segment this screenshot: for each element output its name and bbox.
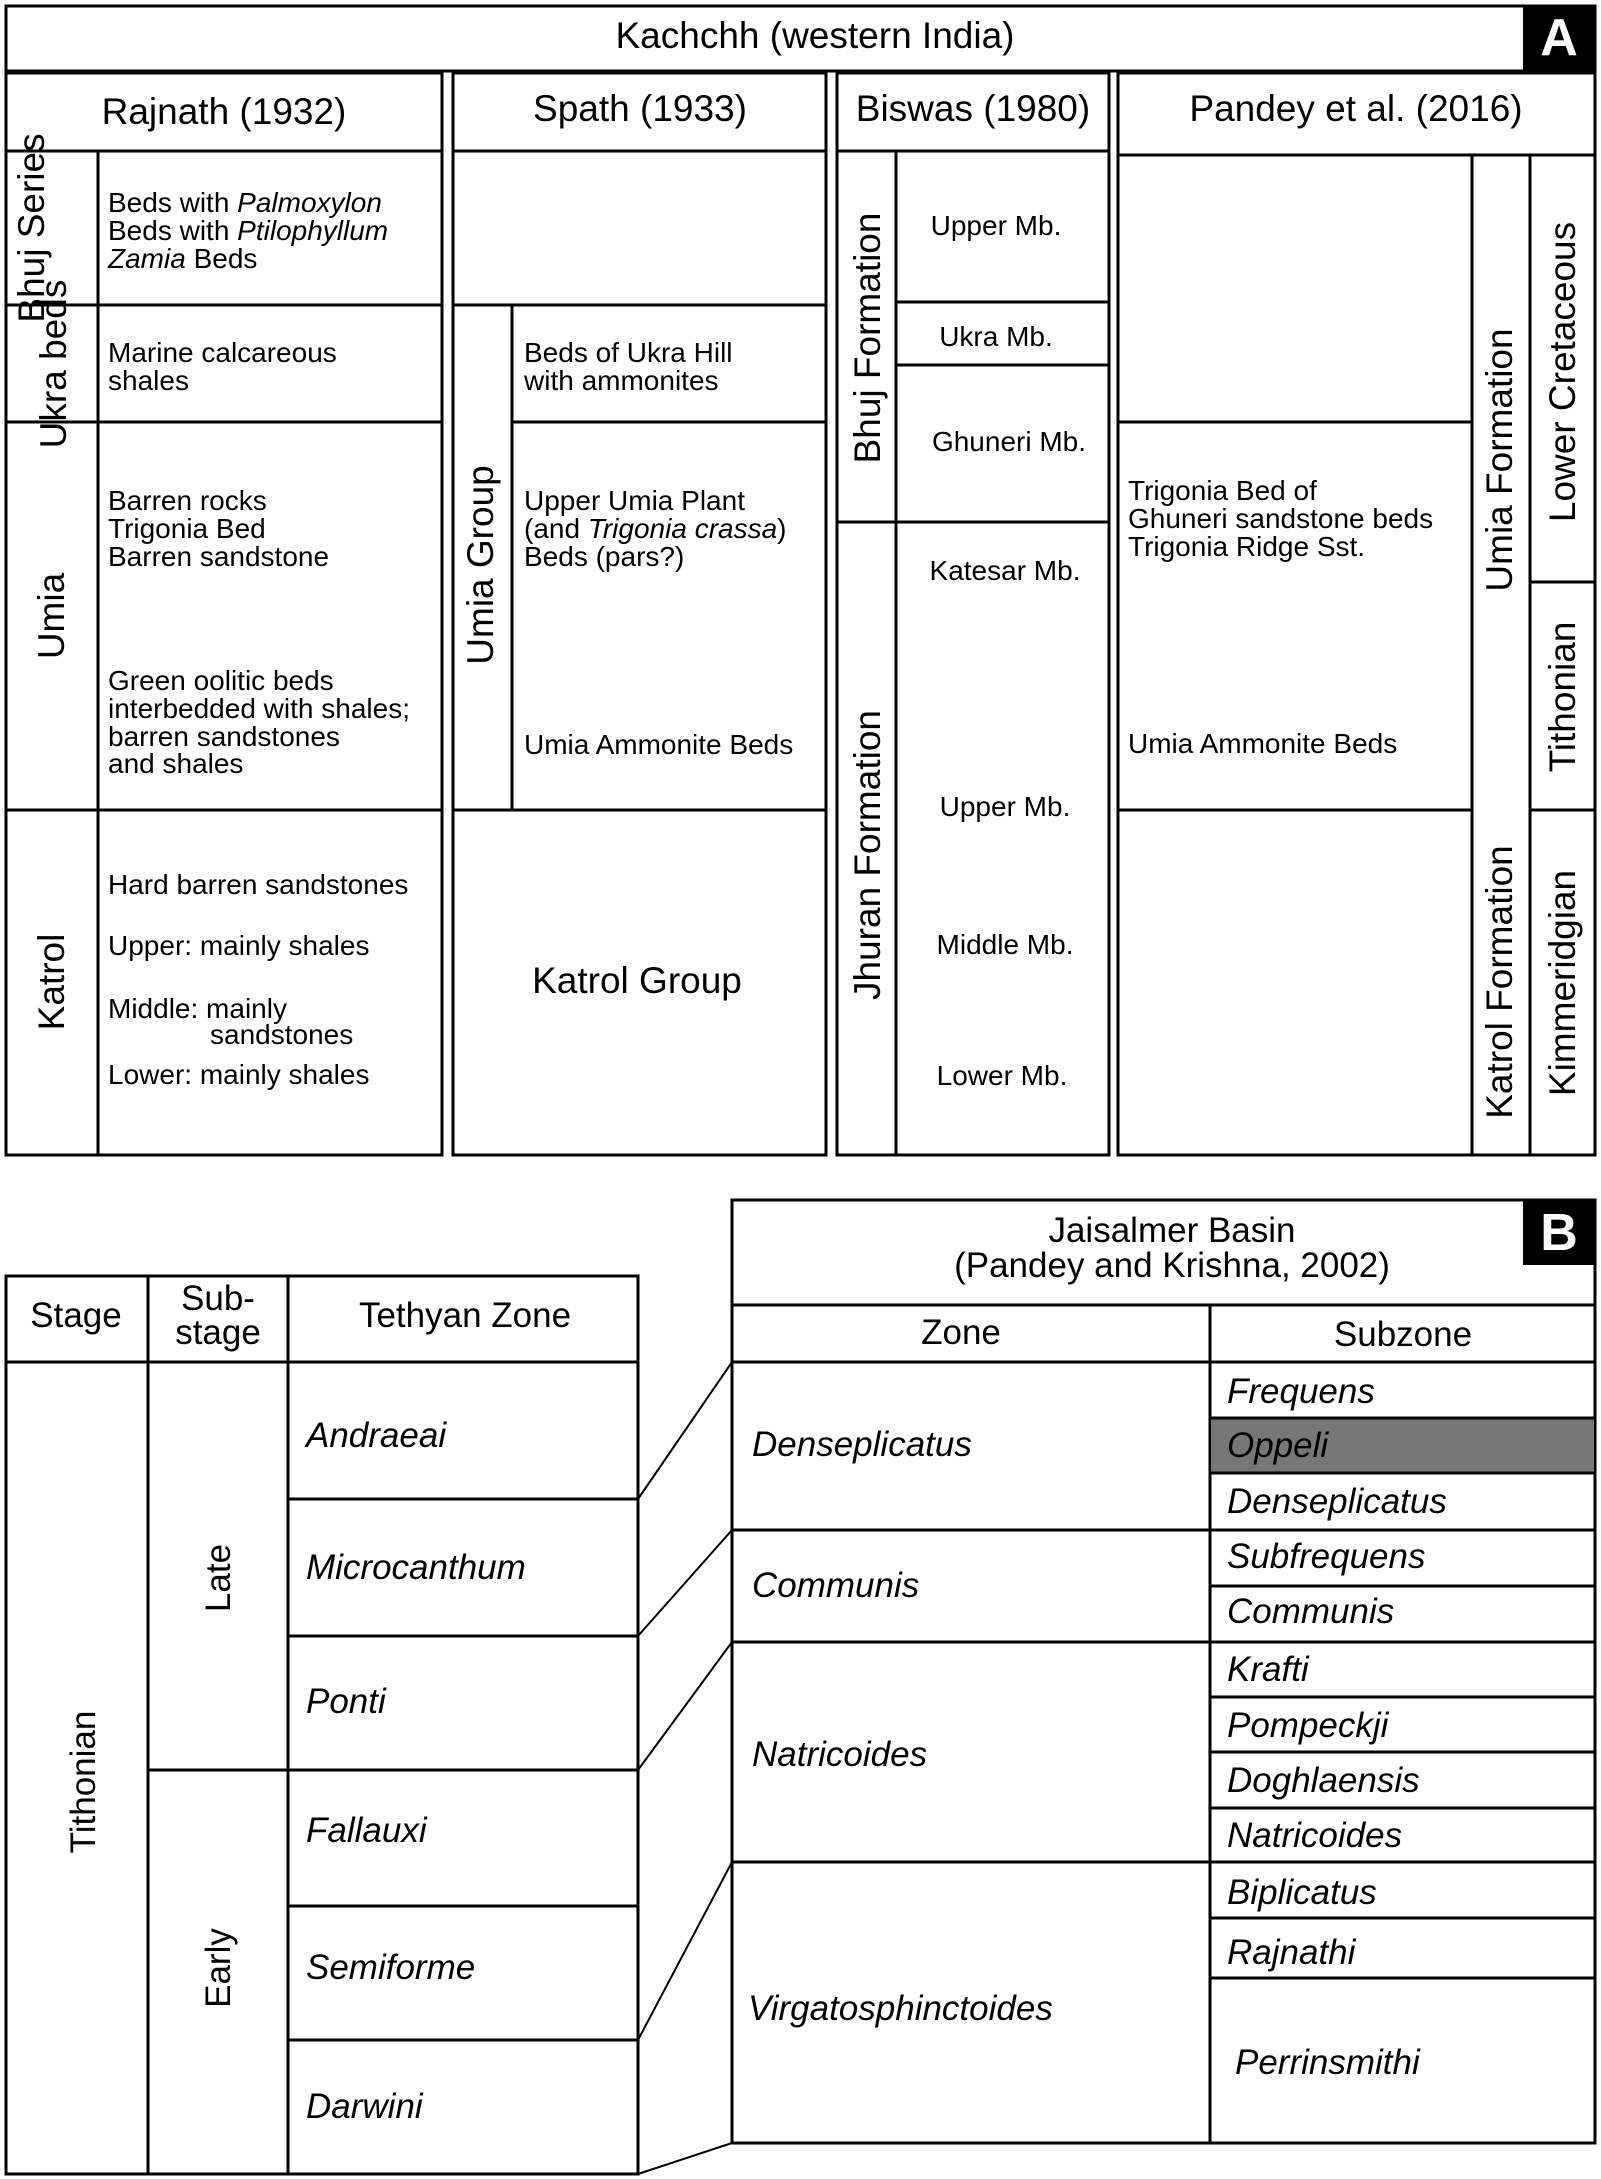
bhuj-line-3: Zamia Beds	[108, 243, 258, 274]
pandey-ammonite: Umia Ammonite Beds	[1128, 728, 1398, 759]
unit-bhuj-series: Bhuj Series	[11, 133, 52, 323]
tethyan-zone-1: Andraeai	[306, 1416, 447, 1455]
tethyan-zone-5: Semiforme	[306, 1948, 476, 1987]
member-ukra: Ukra Mb.	[939, 321, 1053, 352]
spath-upper-2: (and Trigonia crassa)	[524, 513, 787, 544]
subzone-6: Krafti	[1227, 1650, 1309, 1689]
pandey-desc-1: Trigonia Bed of	[1128, 475, 1317, 506]
zone-virgatosphinctoides: Virgatosphinctoides	[748, 1989, 1053, 2028]
rajnath-katrol-4: sandstones	[210, 1019, 354, 1050]
jaisalmer-title-1: Jaisalmer Basin	[1048, 1211, 1296, 1250]
bhuj-line-2: Beds with Ptilophyllum	[108, 215, 389, 246]
rajnath-header: Rajnath (1932)	[101, 91, 347, 132]
subzone-9: Natricoides	[1227, 1816, 1403, 1855]
rajnath-katrol-3: Middle: mainly	[108, 993, 287, 1024]
rajnath-katrol-2: Upper: mainly shales	[108, 930, 370, 961]
pandey-column	[1118, 73, 1595, 1155]
tethyan-zone-2: Microcanthum	[306, 1548, 526, 1587]
header-tethyan-zone: Tethyan Zone	[358, 1296, 572, 1335]
zone-natricoides: Natricoides	[752, 1735, 928, 1774]
unit-umia: Umia	[31, 572, 72, 660]
stage-lower-cretaceous: Lower Cretaceous	[1542, 221, 1583, 523]
subzone-1: Frequens	[1227, 1372, 1375, 1411]
header-zone: Zone	[921, 1313, 1001, 1352]
subzone-10: Biplicatus	[1227, 1873, 1377, 1912]
member-katesar: Katesar Mb.	[929, 555, 1081, 586]
rajnath-umia-1: Barren rocks	[108, 485, 267, 516]
pandey-desc-3: Trigonia Ridge Sst.	[1128, 531, 1366, 562]
subzone-3: Denseplicatus	[1227, 1482, 1447, 1521]
spath-upper-1: Upper Umia Plant	[524, 485, 745, 516]
pandey-header: Pandey et al. (2016)	[1189, 88, 1523, 129]
member-ghuneri: Ghuneri Mb.	[931, 426, 1087, 457]
spath-header: Spath (1933)	[533, 88, 747, 129]
member-upper-jhuran: Upper Mb.	[939, 791, 1071, 822]
rajnath-umia-6: barren sandstones	[108, 721, 340, 752]
badge-a-label: A	[1540, 9, 1578, 67]
umia-formation: Umia Formation	[1479, 328, 1520, 592]
substage-early: Early	[199, 1928, 238, 2008]
unit-katrol: Katrol	[31, 933, 72, 1031]
zone-communis: Communis	[752, 1566, 920, 1605]
katrol-group: Katrol Group	[532, 960, 742, 1001]
spath-ukra-2: with ammonites	[524, 365, 719, 396]
tethyan-zone-6: Darwini	[306, 2087, 423, 2126]
spath-ammonite: Umia Ammonite Beds	[524, 729, 794, 760]
tethyan-zone-3: Ponti	[306, 1682, 386, 1721]
header-substage-2: stage	[175, 1313, 261, 1352]
rajnath-katrol-5: Lower: mainly shales	[108, 1059, 370, 1090]
rajnath-umia-4: Green oolitic beds	[108, 665, 334, 696]
rajnath-umia-5: interbedded with shales;	[108, 693, 410, 724]
header-stage: Stage	[30, 1296, 122, 1335]
subzone-11: Rajnathi	[1227, 1933, 1356, 1972]
zone-denseplicatus: Denseplicatus	[752, 1425, 972, 1464]
header-subzone: Subzone	[1333, 1315, 1473, 1354]
rajnath-ukra-1: Marine calcareous	[108, 337, 337, 368]
pandey-desc-2: Ghuneri sandstone beds	[1128, 503, 1434, 534]
bhuj-line-1: Beds with Palmoxylon	[108, 187, 382, 218]
jhuran-formation: Jhuran Formation	[847, 710, 888, 1000]
subzone-2: Oppeli	[1227, 1426, 1329, 1465]
subzone-7: Pompeckji	[1227, 1706, 1389, 1745]
rajnath-umia-3: Barren sandstone	[108, 541, 330, 572]
spath-ukra-1: Beds of Ukra Hill	[524, 337, 733, 368]
member-lower: Lower Mb.	[936, 1060, 1068, 1091]
panel-a-title: Kachchh (western India)	[615, 15, 1015, 56]
rajnath-umia-2: Trigonia Bed	[108, 513, 266, 544]
subzone-8: Doghlaensis	[1227, 1761, 1420, 1800]
jaisalmer-title-2: (Pandey and Krishna, 2002)	[954, 1246, 1390, 1285]
substage-late: Late	[199, 1543, 238, 1613]
rajnath-ukra-2: shales	[108, 365, 189, 396]
stage-kimmeridgian: Kimmeridgian	[1542, 869, 1583, 1097]
katrol-formation: Katrol Formation	[1479, 845, 1520, 1119]
member-middle: Middle Mb.	[936, 929, 1074, 960]
subzone-12: Perrinsmithi	[1235, 2043, 1420, 2082]
tethyan-zone-4: Fallauxi	[306, 1811, 427, 1850]
stage-tithonian-b: Tithonian	[64, 1710, 103, 1854]
header-substage-1: Sub-	[181, 1279, 255, 1318]
subzone-5: Communis	[1227, 1592, 1395, 1631]
biswas-header: Biswas (1980)	[855, 88, 1091, 129]
stage-tithonian-a: Tithonian	[1542, 621, 1583, 773]
member-upper-bhuj: Upper Mb.	[930, 210, 1062, 241]
unit-ukra-beds: Ukra beds	[33, 279, 74, 449]
rajnath-katrol-1: Hard barren sandstones	[108, 869, 409, 900]
spath-upper-3: Beds (pars?)	[524, 541, 685, 572]
rajnath-umia-7: and shales	[108, 748, 244, 779]
umia-group-label: Umia Group	[460, 465, 501, 665]
badge-b-label: B	[1540, 1204, 1578, 1262]
bhuj-formation: Bhuj Formation	[847, 212, 888, 464]
subzone-4: Subfrequens	[1227, 1537, 1426, 1576]
